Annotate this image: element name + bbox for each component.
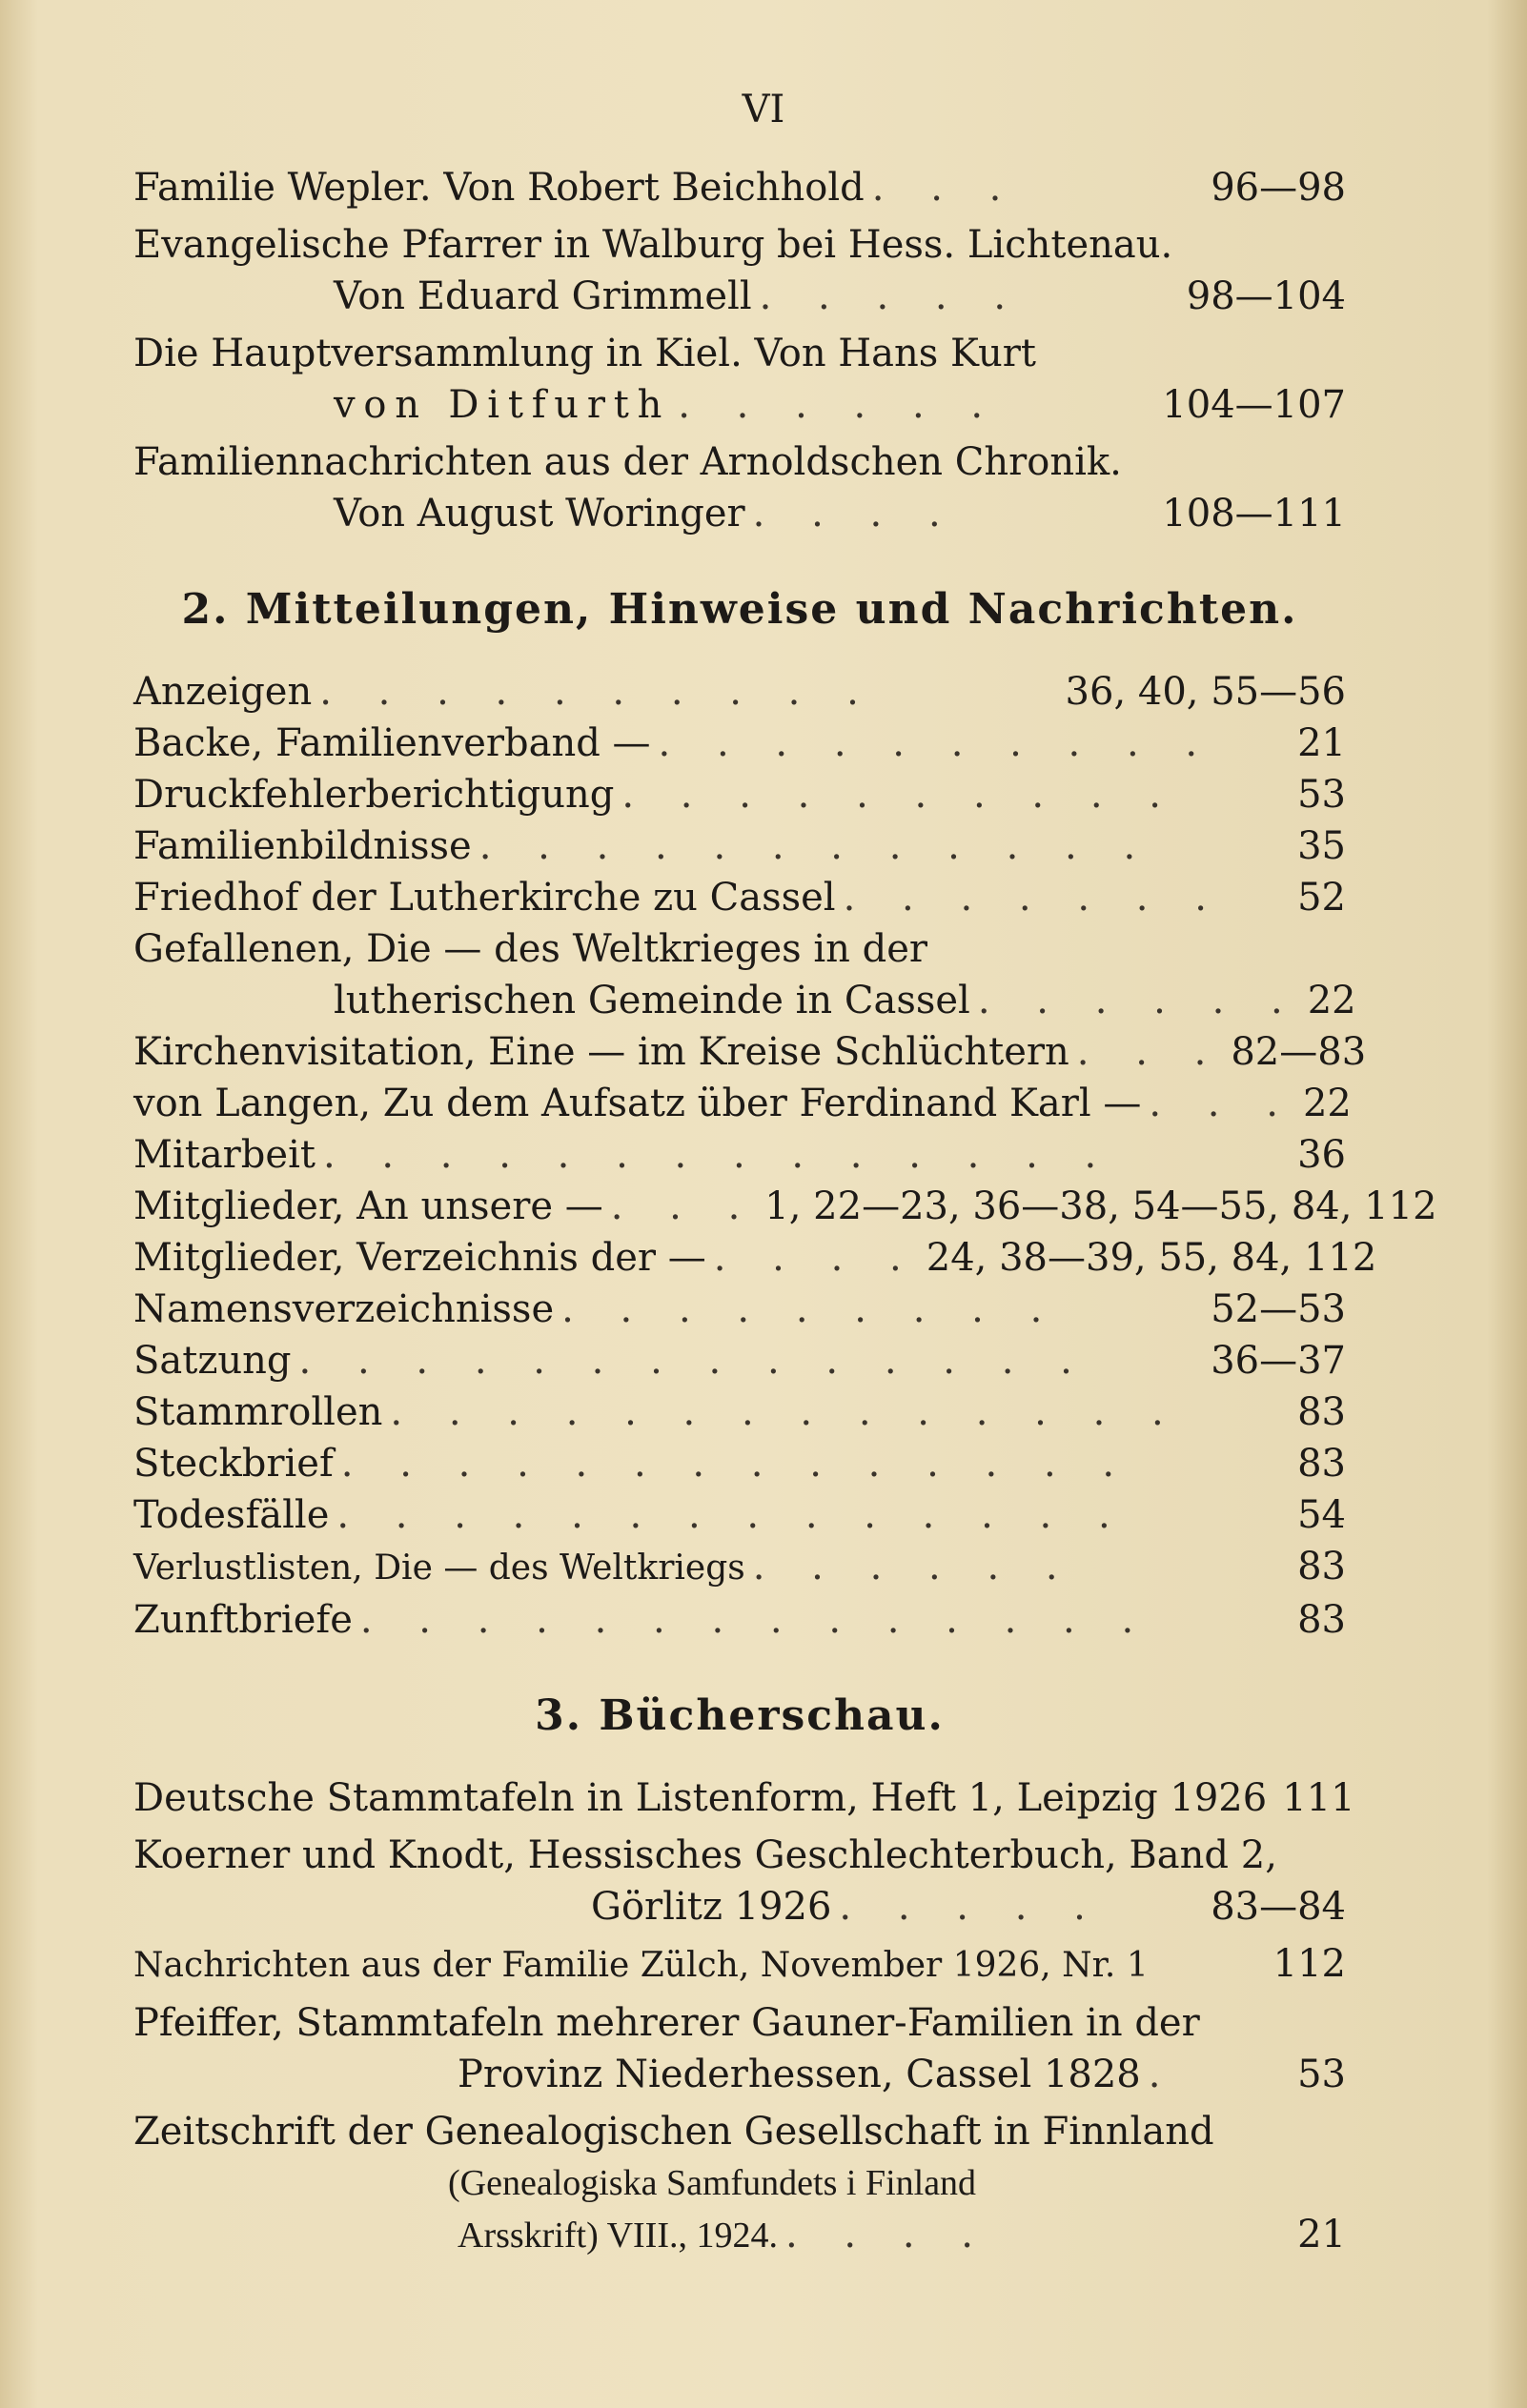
entry-pages: 83—84 <box>1211 1885 1346 1929</box>
entry-text: Kirchenvisitation, Eine — im Kreise Schlüchtern <box>133 1030 1069 1074</box>
entry-pages: 53 <box>1297 773 1346 817</box>
entry-text: Mitglieder, Verzeichnis der — <box>133 1236 706 1280</box>
entry-pages: 111 <box>1282 1776 1355 1820</box>
entry-text: Zunftbriefe <box>133 1598 353 1642</box>
entry-text: Namensverzeichnisse <box>133 1287 555 1331</box>
entry-pages: 36, 40, 55—56 <box>1065 670 1346 714</box>
entry-text: Die Hauptversammlung in Kiel. Von Hans Kurt <box>133 332 1036 375</box>
entry-text: Mitglieder, An unsere — <box>133 1184 603 1228</box>
entry-text: Zeitschrift der Genealogischen Gesellschaft in Finnland <box>133 2110 1214 2154</box>
entry-text: Familienbildnisse <box>133 824 472 868</box>
index-entry: Familie Wepler. Von Robert Beichhold . . . 96—98 <box>133 162 1346 213</box>
index-entry: Namensverzeichnisse . . . . . . . . . 52—53 <box>133 1284 1346 1335</box>
entry-pages: 24, 38—39, 55, 84, 112 <box>926 1236 1377 1280</box>
entry-text: Pfeiffer, Stammtafeln mehrerer Gauner-Familien in der <box>133 2001 1200 2045</box>
index-entry: von Langen, Zu dem Aufsatz über Ferdinand Karl — . . . 22 <box>133 1078 1346 1129</box>
entry-pages: 22 <box>1302 1082 1352 1125</box>
index-entry: Anzeigen . . . . . . . . . . 36, 40, 55—56 <box>133 666 1346 718</box>
index-content <box>133 162 1437 2261</box>
index-entry: Familienbildnisse . . . . . . . . . . . . 35 <box>133 820 1346 872</box>
entry-pages: 1, 22—23, 36—38, 54—55, 84, 112 <box>764 1184 1437 1228</box>
index-entry: Zeitschrift der Genealogischen Gesellschaft in Finnland (Genealogiska Samfundets i Finland Arsskrift) VIII., 1924. . . . . 21 <box>133 2106 1346 2261</box>
entry-text: Nachrichten aus der Familie Zülch, November 1926, Nr. 1 <box>133 1946 1149 1985</box>
entry-text: von Langen, Zu dem Aufsatz über Ferdinand Karl — <box>133 1082 1142 1125</box>
entry-text: Friedhof der Lutherkirche zu Cassel <box>133 876 836 920</box>
index-entry: Satzung . . . . . . . . . . . . . . 36—37 <box>133 1335 1346 1386</box>
index-entry: Mitglieder, Verzeichnis der — . . . . 24, 38—39, 55, 84, 112 <box>133 1232 1346 1284</box>
section-heading: 2. Mitteilungen, Hinweise und Nachrichten. <box>181 585 1298 634</box>
index-entry: Stammrollen . . . . . . . . . . . . . . 83 <box>133 1386 1346 1438</box>
entry-pages: 52 <box>1297 876 1346 920</box>
entry-text: Todesfälle <box>133 1493 330 1537</box>
entry-text: Evangelische Pfarrer in Walburg bei Hess. Lichtenau. <box>133 223 1173 267</box>
entry-text: Satzung <box>133 1339 292 1383</box>
index-entry: Todesfälle . . . . . . . . . . . . . . 54 <box>133 1489 1346 1541</box>
index-entry: Pfeiffer, Stammtafeln mehrerer Gauner-Familien in der Provinz Niederhessen, Cassel 1828 . 53 <box>133 1997 1346 2100</box>
entry-pages: 35 <box>1297 824 1346 868</box>
entry-text-continued: lutherischen Gemeinde in Cassel <box>334 979 970 1022</box>
entry-pages: 52—53 <box>1211 1287 1346 1331</box>
entry-pages: 96—98 <box>1211 166 1346 210</box>
index-entry: Evangelische Pfarrer in Walburg bei Hess. Lichtenau. Von Eduard Grimmell . . . . . 98—104 <box>133 219 1346 322</box>
entry-text: Mitarbeit <box>133 1133 316 1177</box>
entry-text: Deutsche Stammtafeln in Listenform, Heft 1, Leipzig 1926 <box>133 1776 1268 1820</box>
entry-pages: 83 <box>1297 1545 1346 1588</box>
entry-pages: 108—111 <box>1162 492 1346 536</box>
entry-text: Druckfehlerberichtigung <box>133 773 615 817</box>
index-entry: Koerner und Knodt, Hessisches Geschlechterbuch, Band 2, Görlitz 1926 . . . . . 83—84 <box>133 1830 1346 1932</box>
entry-pages: 83 <box>1297 1390 1346 1434</box>
entry-pages: 22 <box>1307 979 1356 1022</box>
index-entry: Backe, Familienverband — . . . . . . . . . . 21 <box>133 718 1346 769</box>
entry-text: Backe, Familienverband — <box>133 721 651 765</box>
page-number: VI <box>742 88 785 132</box>
entry-text: Familie Wepler. Von Robert Beichhold <box>133 166 865 210</box>
index-entry: Mitglieder, An unsere — . . . 1, 22—23, 36—38, 54—55, 84, 112 <box>133 1181 1346 1232</box>
entry-pages: 21 <box>1297 2213 1346 2256</box>
entry-text: Anzeigen <box>133 670 313 714</box>
entry-text: Familiennachrichten aus der Arnoldschen Chronik. <box>133 440 1122 484</box>
entry-pages: 53 <box>1297 2053 1346 2096</box>
entry-pages: 54 <box>1297 1493 1346 1537</box>
entry-text: Gefallenen, Die — des Weltkrieges in der <box>133 927 928 971</box>
index-entry: Druckfehlerberichtigung . . . . . . . . . . 53 <box>133 769 1346 820</box>
index-entry: Steckbrief . . . . . . . . . . . . . . 83 <box>133 1438 1346 1489</box>
entry-text-continued: Provinz Niederhessen, Cassel 1828 <box>458 2053 1141 2096</box>
entry-text-continued: Görlitz 1926 <box>591 1885 832 1929</box>
index-entry: Zunftbriefe . . . . . . . . . . . . . . 83 <box>133 1594 1346 1646</box>
entry-pages: 36 <box>1297 1133 1346 1177</box>
entry-text-continued: (Genealogiska Samfundets i Finland <box>448 2163 977 2203</box>
entry-pages: 21 <box>1297 721 1346 765</box>
entry-text: Stammrollen <box>133 1390 383 1434</box>
entry-pages: 104—107 <box>1162 383 1346 427</box>
entry-pages: 83 <box>1297 1598 1346 1642</box>
entry-text-continued: Arsskrift) VIII., 1924. <box>458 2216 778 2256</box>
entry-pages: 83 <box>1297 1442 1346 1486</box>
index-entry: Familiennachrichten aus der Arnoldschen Chronik. Von August Woringer . . . . 108—111 <box>133 436 1346 539</box>
index-entry: Die Hauptversammlung in Kiel. Von Hans Kurt von Ditfurth . . . . . . 104—107 <box>133 328 1346 431</box>
index-entry: Gefallenen, Die — des Weltkrieges in der lutherischen Gemeinde in Cassel . . . . . . 22 <box>133 923 1346 1026</box>
entry-pages: 36—37 <box>1211 1339 1346 1383</box>
entry-text-continued: Von August Woringer <box>334 492 745 536</box>
index-entry: Mitarbeit . . . . . . . . . . . . . . 36 <box>133 1129 1346 1181</box>
entry-text: Koerner und Knodt, Hessisches Geschlechterbuch, Band 2, <box>133 1833 1277 1877</box>
index-entry: Friedhof der Lutherkirche zu Cassel . . . . . . . 52 <box>133 872 1346 923</box>
section-heading: 3. Bücherschau. <box>535 1691 945 1740</box>
entry-pages: 82—83 <box>1231 1030 1367 1074</box>
entry-text-continued: von Ditfurth <box>334 383 671 427</box>
index-entry <box>133 1772 1355 1824</box>
entry-text: Steckbrief <box>133 1442 334 1486</box>
entry-pages: 98—104 <box>1186 274 1346 318</box>
entry-pages: 112 <box>1272 1942 1346 1986</box>
index-entry <box>133 1938 1346 1992</box>
index-entry: Kirchenvisitation, Eine — im Kreise Schlüchtern . . . 82—83 <box>133 1026 1346 1078</box>
index-entry: Verlustlisten, Die — des Weltkriegs . . . . . . 83 <box>133 1541 1346 1594</box>
entry-text: Verlustlisten, Die — des Weltkriegs <box>133 1548 745 1588</box>
entry-text-continued: Von Eduard Grimmell <box>334 274 752 318</box>
